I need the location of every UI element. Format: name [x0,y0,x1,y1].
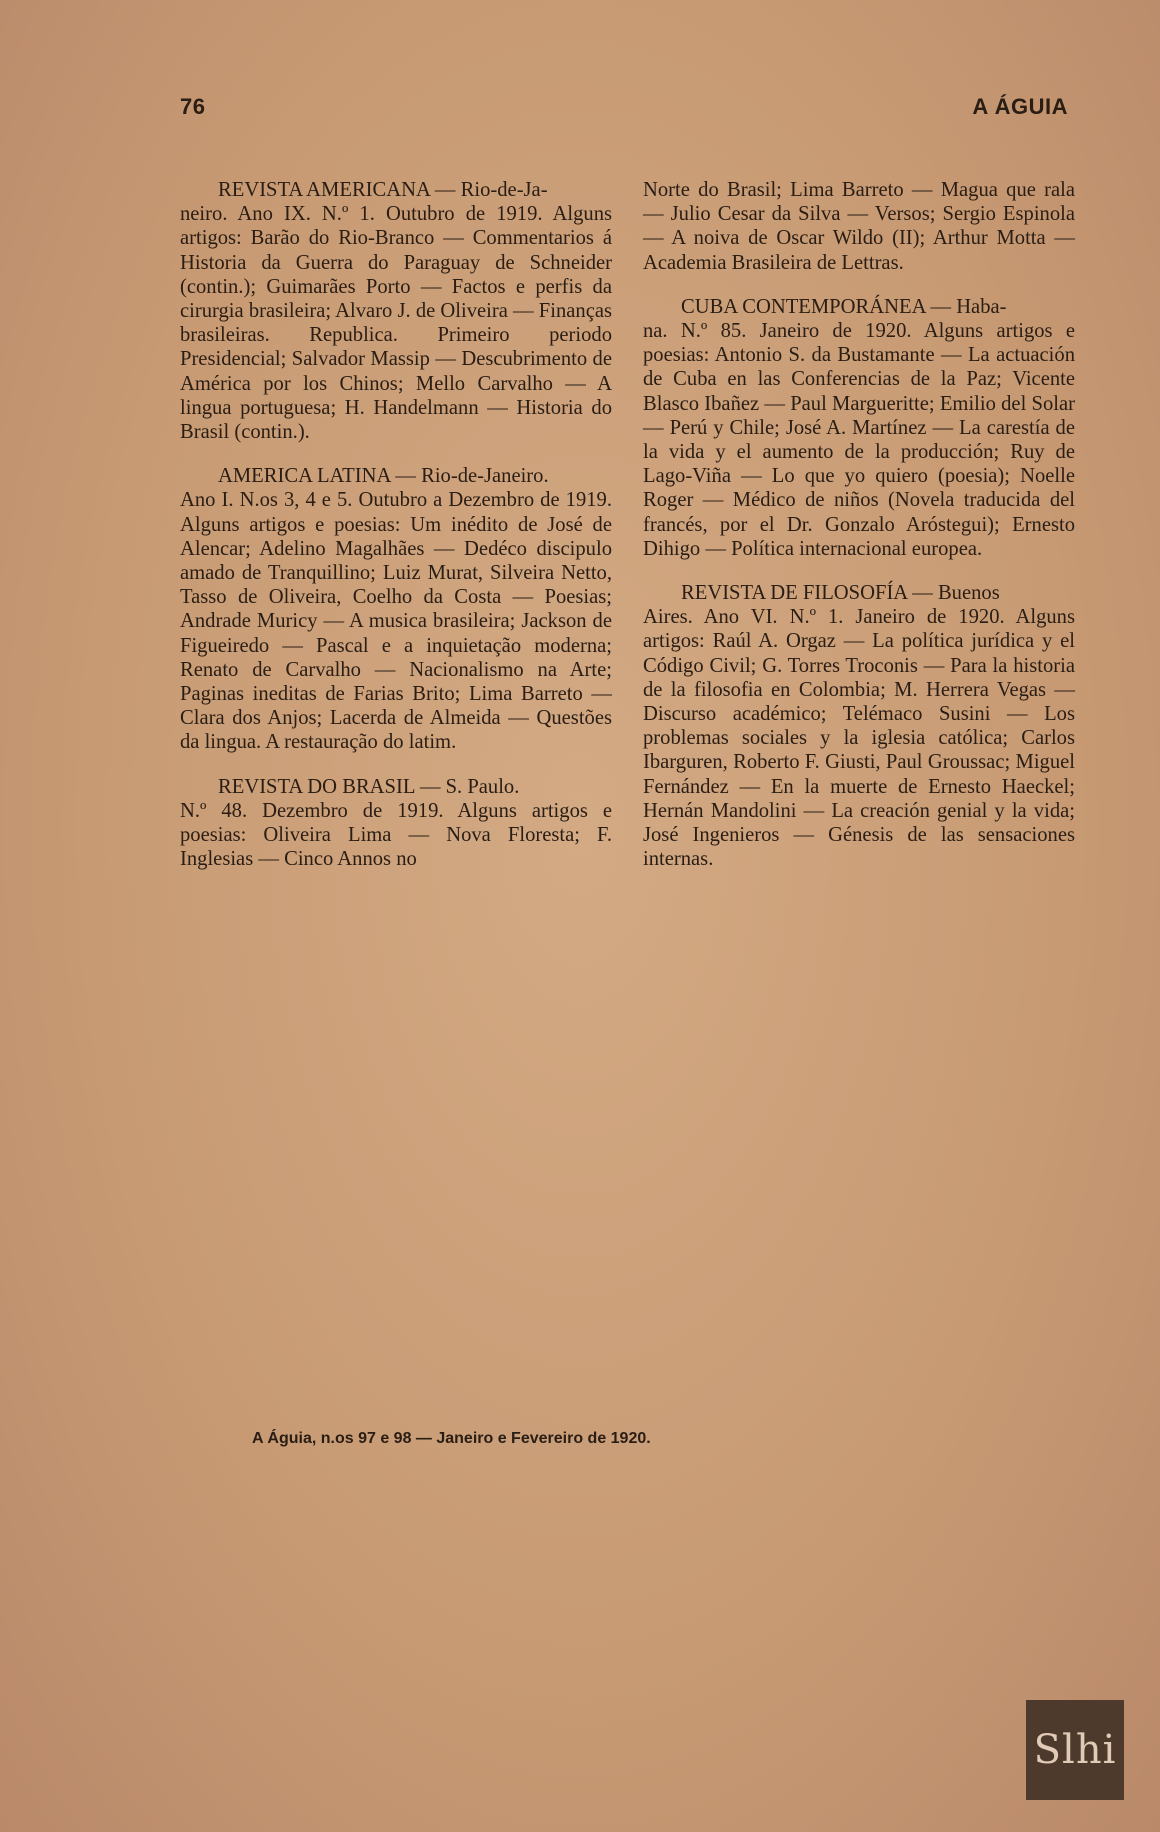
entry-body: Aires. Ano VI. N.º 1. Janeiro de 1920. Alguns artigos: Raúl A. Orgaz — La política jurídica y el Código Civil; G. Torres Troconis — Para la historia de la filosofia en Colombia; M. Herrera Vegas — Discurso académico; Telémaco Susini — Los problemas sociales y la iglesia católica; Carlos Ibarguren, Roberto F. Giusti, Paul Groussac; Miguel Fernández — En la muerte de Ernesto Haeckel; Hernán Mandolini — La creación genial y la vida; José Ingenieros — Génesis de las sensaciones internas. [643,606,1075,871]
right-column [643,178,1075,891]
page-header [180,94,1068,120]
entry-title: REVISTA DO BRASIL — S. Paulo. [218,775,520,798]
review-entry [643,295,1075,561]
entry-body: N.º 48. Dezembro de 1919. Alguns artigos e poesias: Oliveira Lima — Nova Floresta; F. Inglesias — Cinco Annos no [180,799,612,871]
review-entry [180,464,612,754]
entry-body: na. N.º 85. Janeiro de 1920. Alguns artigos e poesias: Antonio S. da Bustamante — La actuación de Cuba en las Conferencias de la Paz; Vicente Blasco Ibañez — Paul Margueritte; Emilio del Solar — Perú y Chile; José A. Martínez — La carestía de la vida y el aumento de la producción; Ruy de Lago-Viña — Lo que yo quiero (poesia); Noelle Roger — Médico de niños (Novela traducida del francés, por el Dr. Gonzalo Aróstegui); Ernesto Dihigo — Política internacional europea. [643,320,1075,560]
review-entry [643,581,1075,871]
continuation-text: Norte do Brasil; Lima Barreto — Magua que rala — Julio Cesar da Silva — Versos; Sergio Espinola — A noiva de Oscar Wildo (II); Arthur Motta — Academia Brasileira de Lettras. [643,179,1075,274]
entry-body: neiro. Ano IX. N.º 1. Outubro de 1919. Alguns artigos: Barão do Rio-Branco — Commentarios á Historia da Guerra do Paraguay de Schneider (contin.); Guimarães Porto — Factos e perfis da cirurgia brasileira; Alvaro J. de Oliveira — Finanças brasileiras. Republica. Primeiro periodo Presidencial; Salvador Massip — Descubrimento de América por los Chinos; Mello Carvalho — A lingua portuguesa; H. Handelmann — Historia do Brasil (contin.). [180,203,612,444]
issue-footer: A Águia, n.os 97 e 98 — Janeiro e Fevereiro de 1920. [252,1430,651,1447]
entry-body: Ano I. N.os 3, 4 e 5. Outubro a Dezembro de 1919. Alguns artigos e poesias: Um inédito de José de Alencar; Adelino Magalhães — Dedéco discipulo amado de Tranquillino; Luiz Murat, Silveira Netto, Tasso de Oliveira, Coelho da Costa — Poesias; Andrade Muricy — A musica brasileira; Jackson de Figueiredo — Pascal e a inquietação moderna; Renato de Carvalho — Nacionalismo na Arte; Paginas ineditas de Farias Brito; Lima Barreto — Clara dos Anjos; Lacerda de Almeida — Questões da lingua. A restauração do latim. [180,489,612,754]
library-logo [1026,1700,1124,1800]
entry-title: AMERICA LATINA — Rio-de-Janeiro. [218,465,549,488]
review-entry [180,178,612,444]
entry-title: REVISTA DE FILOSOFÍA — Buenos [681,582,1000,605]
page-number: 76 [180,94,206,119]
entry-title: REVISTA AMERICANA — Rio-de-Ja- [218,179,548,201]
logo-text: Slhi [1033,1727,1117,1773]
left-column [180,178,612,891]
entry-title: CUBA CONTEMPORÁNEA — Haba- [681,295,1007,318]
journal-title: A ÁGUIA [972,94,1068,119]
review-entry [180,775,612,872]
